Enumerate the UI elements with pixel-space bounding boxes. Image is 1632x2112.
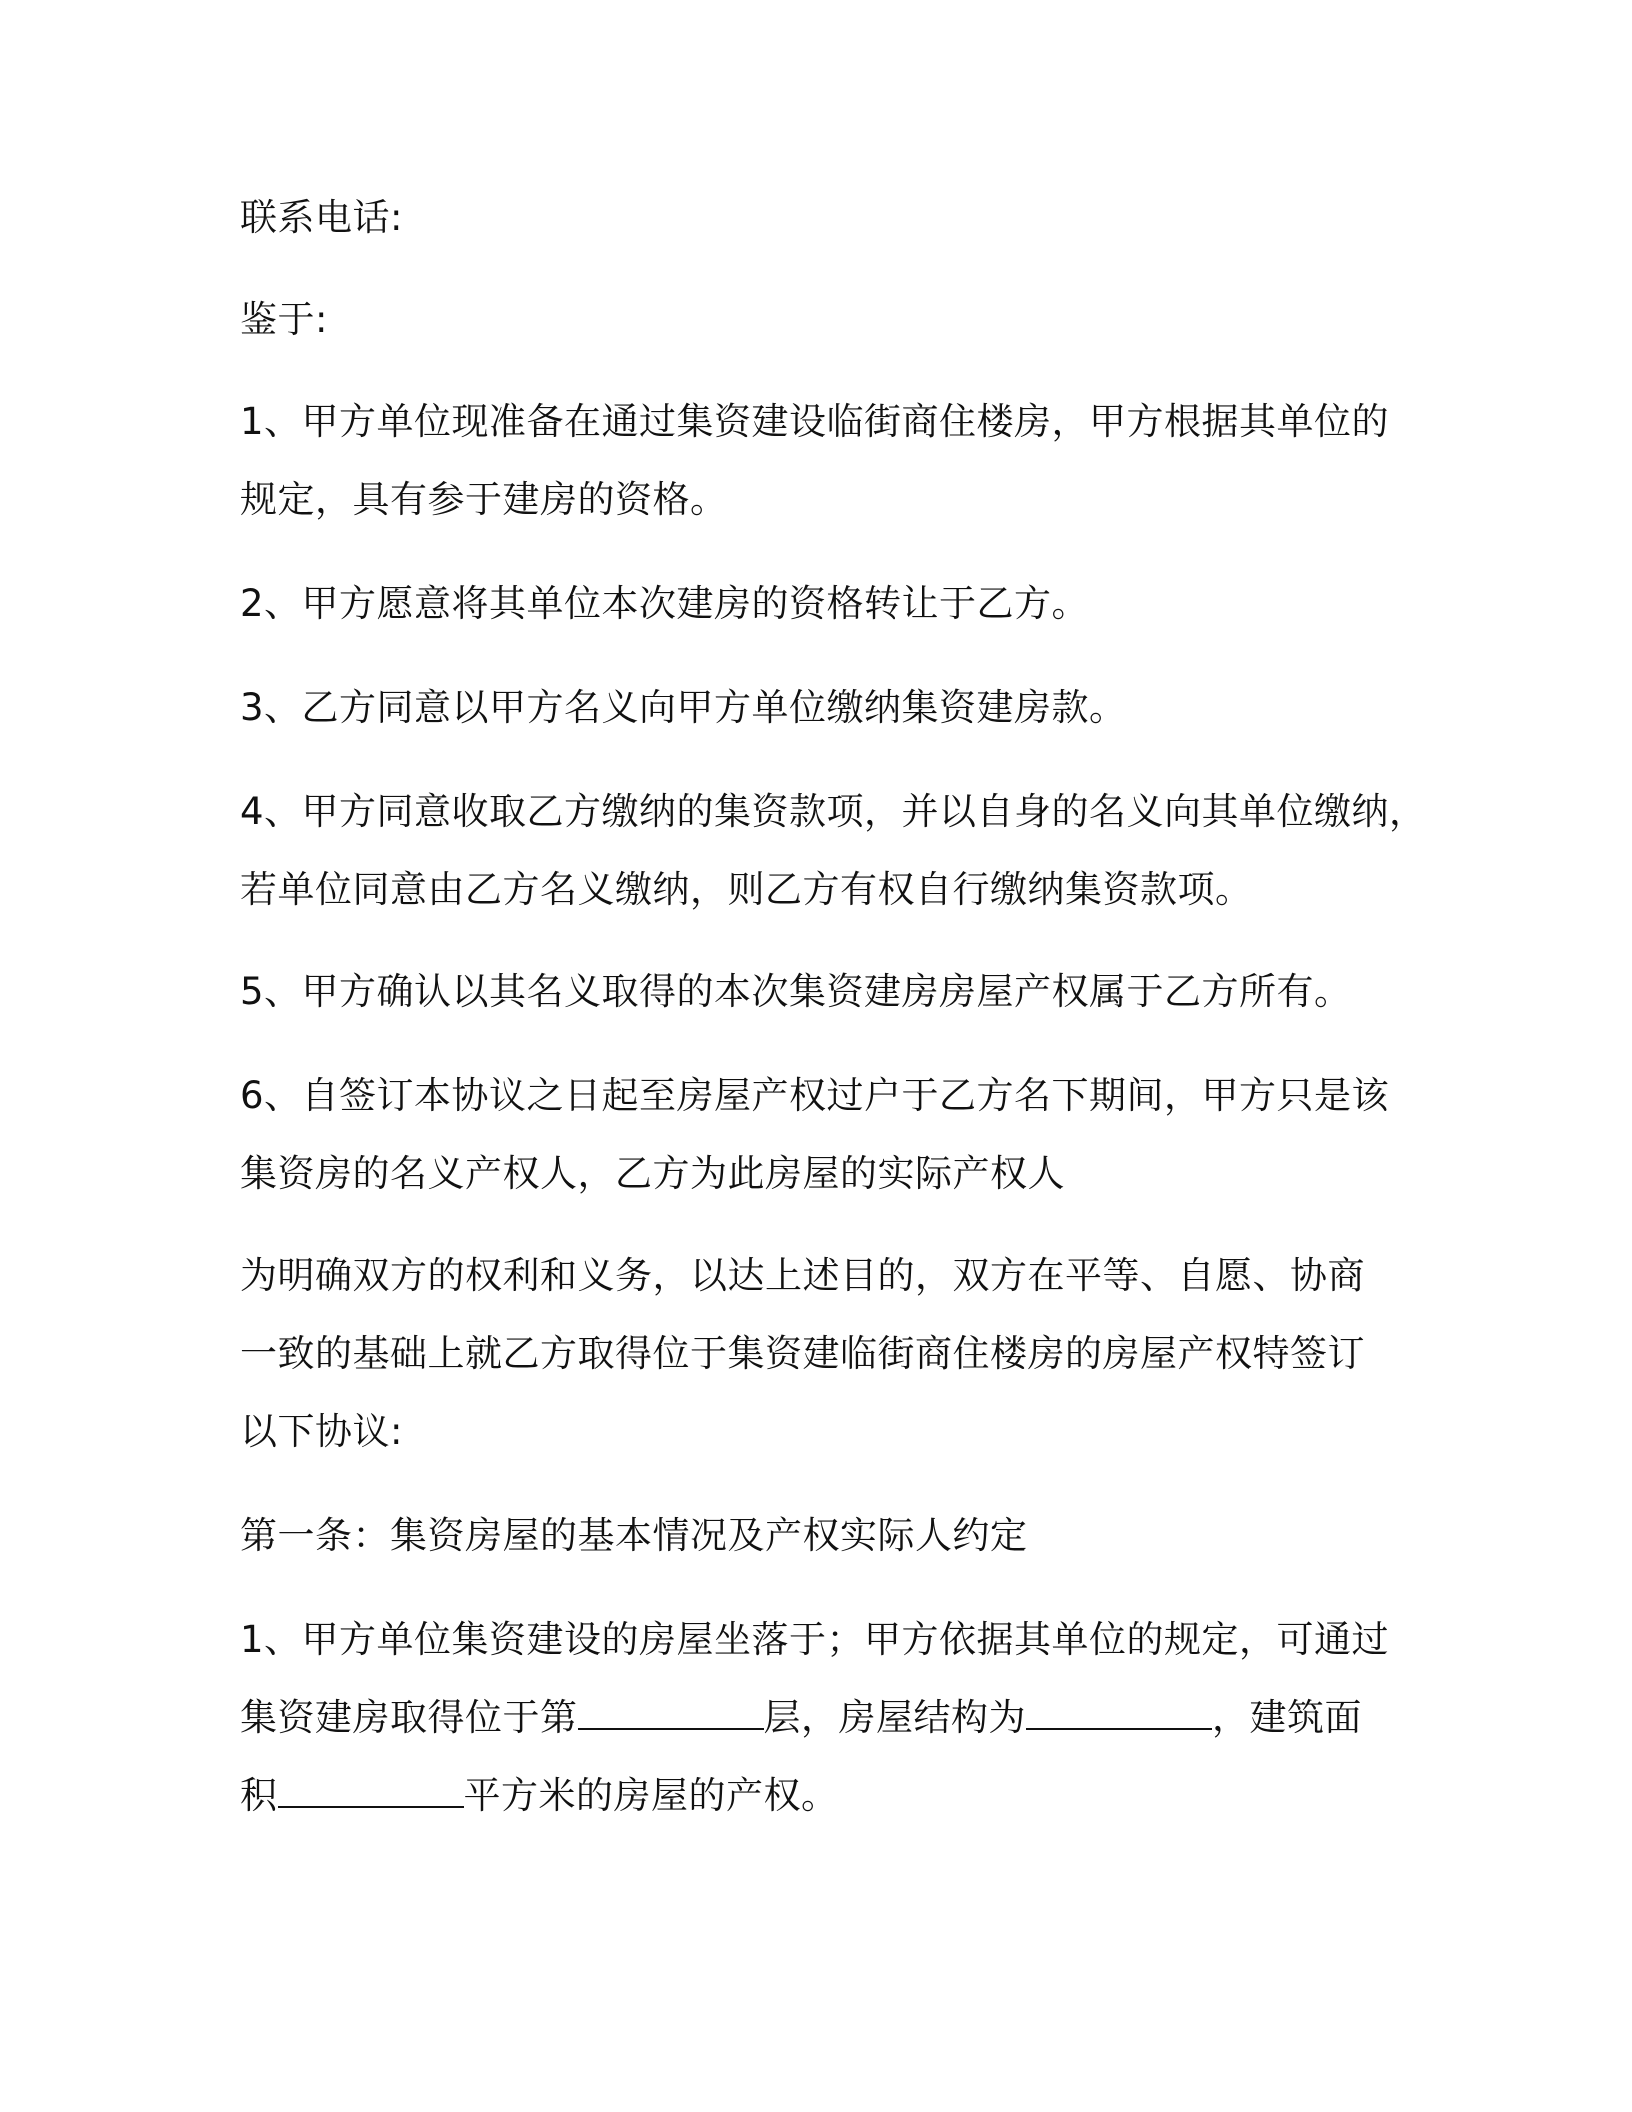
clause-1-line-1: 1、甲方单位集资建设的房屋坐落于；甲方依据其单位的规定，可通过 [240, 1618, 1390, 1661]
clause-1-line-3 [240, 1772, 839, 1820]
purpose-line-1: 为明确双方的权利和义务，以达上述目的，双方在平等、自愿、协商 [240, 1254, 1365, 1297]
article-1-title: 第一条：集资房屋的基本情况及产权实际人约定 [240, 1514, 1028, 1557]
recital-6-line-2: 集资房的名义产权人，乙方为此房屋的实际产权人 [240, 1152, 1065, 1195]
clause-1-line-3-text-b: 平方米的房屋的产权。 [463, 1774, 839, 1817]
clause-1-line-3-text-a: 积 [240, 1774, 278, 1817]
structure-blank [1026, 1698, 1212, 1730]
purpose-line-2: 一致的基础上就乙方取得位于集资建临街商住楼房的房屋产权特签订 [240, 1332, 1365, 1375]
whereas-label: 鉴于: [240, 298, 328, 341]
clause-1-line-2-text-a: 集资建房取得位于第 [240, 1696, 578, 1739]
recital-4-line-1: 4、甲方同意收取乙方缴纳的集资款项，并以自身的名义向其单位缴纳， [240, 790, 1427, 833]
contact-phone-label: 联系电话: [240, 196, 403, 239]
floor-blank [578, 1698, 764, 1730]
recital-1-line-1: 1、甲方单位现准备在通过集资建设临街商住楼房，甲方根据其单位的 [240, 400, 1390, 443]
clause-1-line-2-text-b: 层，房屋结构为 [763, 1696, 1026, 1739]
recital-4-line-2: 若单位同意由乙方名义缴纳，则乙方有权自行缴纳集资款项。 [240, 868, 1253, 911]
purpose-line-3: 以下协议: [240, 1410, 403, 1453]
recital-2: 2、甲方愿意将其单位本次建房的资格转让于乙方。 [240, 582, 1090, 625]
clause-1-line-2-text-c: ，建筑面 [1212, 1696, 1362, 1739]
clause-1-line-2 [240, 1694, 1362, 1742]
area-blank [278, 1776, 464, 1808]
recital-3: 3、乙方同意以甲方名义向甲方单位缴纳集资建房款。 [240, 686, 1127, 729]
recital-1-line-2: 规定，具有参于建房的资格。 [240, 478, 728, 521]
recital-5: 5、甲方确认以其名义取得的本次集资建房房屋产权属于乙方所有。 [240, 970, 1352, 1013]
recital-6-line-1: 6、自签订本协议之日起至房屋产权过户于乙方名下期间，甲方只是该 [240, 1074, 1390, 1117]
